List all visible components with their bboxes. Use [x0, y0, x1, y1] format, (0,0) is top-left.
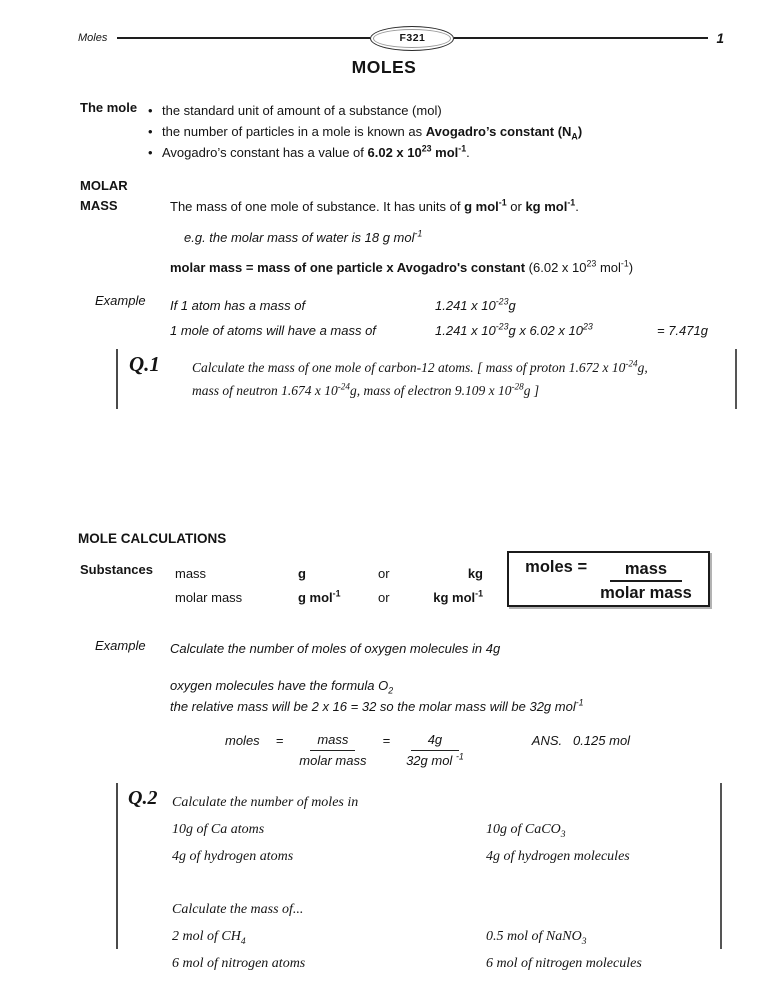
eq-fraction2-numerator: 4g	[411, 730, 459, 751]
molar-mass-formula: molar mass = mass of one particle x Avogadro's constant (6.02 x $10^{23}$ mol$^{-1}$)	[170, 258, 634, 275]
q2-label: Q.2	[128, 787, 158, 809]
q2-item: 4g of hydrogen molecules	[486, 849, 630, 864]
q1-text	[192, 352, 648, 409]
the-mole-label: The mole	[80, 100, 138, 115]
page-number: 1	[716, 30, 725, 46]
bullet-text: Avogadro’s constant has a value of 6.02 x $10^{23}$ mol$^{-1}$.	[162, 143, 470, 160]
substances-cell: mass	[175, 566, 207, 581]
bullet-marker: •	[148, 103, 153, 118]
bullet-text: the number of particles in a mole is known as Avogadro’s constant $(N_A)$	[162, 124, 583, 142]
molar-mass-definition: The mass of one mole of substance. It has units of g mol$^{-1}$ or kg mol$^{-1}$.	[170, 197, 579, 214]
eq-fraction1-denominator: molar mass	[299, 753, 367, 768]
bullet-item	[148, 142, 582, 163]
example2-label: Example	[95, 638, 146, 653]
substances-cell: kg mol$^{-1}$	[433, 588, 483, 605]
q2-prompt-2: Calculate the mass of...	[172, 902, 304, 917]
example1-row1-value: 1.241 x $10^{-23}g$	[435, 296, 516, 313]
q2-text	[172, 787, 720, 971]
molar-mass-label-line1: MOLAR	[80, 178, 128, 193]
bullet-text: the standard unit of amount of a substance (mol)	[162, 103, 442, 118]
example2-question: Calculate the number of moles of oxygen molecules in 4g	[170, 641, 501, 656]
molar-mass-example: e.g. the molar mass of water is 18 g mol$^{-1}$	[184, 228, 423, 245]
section-molar-mass	[80, 176, 633, 278]
example1-label: Example	[95, 293, 146, 308]
header-rule-left	[117, 37, 370, 39]
molar-mass-content	[170, 176, 633, 278]
example1-content	[170, 293, 708, 343]
example2-working1: oxygen molecules have the formula $O_2$	[170, 678, 394, 696]
example1-row1	[170, 293, 708, 318]
substances-label: Substances	[80, 562, 153, 577]
module-code-oval	[370, 26, 454, 51]
q1-text-line1: Calculate the mass of one mole of carbon-12 atoms. [ mass of proton 1.672 x $10^{-24}g$,	[192, 358, 648, 375]
substances-cell: molar mass	[175, 590, 243, 605]
q2-row	[172, 816, 720, 843]
section-the-mole	[80, 100, 582, 163]
example1-row2-result: = 7.471g	[657, 323, 708, 338]
eq-fraction-1	[299, 730, 366, 771]
example1-row2-value: 1.241 x $10^{-23}g$ x 6.02 x $10^{23}$	[435, 321, 593, 338]
substances-cell: or	[378, 590, 390, 605]
eq-moles: moles	[225, 733, 260, 748]
module-code: F321	[399, 32, 426, 44]
eq-fraction-2	[406, 730, 464, 771]
substances-cell: g	[298, 566, 306, 581]
formula-denominator: molar mass	[600, 584, 692, 602]
q2-item: 6 mol of nitrogen molecules	[486, 956, 642, 971]
substances-cell: g mol$^{-1}$	[298, 588, 341, 605]
example1-row2-text: 1 mole of atoms will have a mass of	[170, 323, 376, 338]
bullet-marker: •	[148, 145, 153, 160]
molar-mass-label-line2: MASS	[80, 198, 118, 213]
bullet-item	[148, 121, 582, 142]
q1-label: Q.1	[129, 352, 160, 376]
mole-calculations-heading: MOLE CALCULATIONS	[78, 531, 227, 546]
formula-fraction	[600, 558, 692, 604]
q2-item: 0.5 mol of NaNO$_3$	[486, 929, 587, 947]
substances-cell: or	[378, 566, 390, 581]
moles-formula-box	[507, 551, 710, 607]
q2-item: 4g of hydrogen atoms	[172, 849, 294, 864]
example2-content	[170, 638, 630, 771]
question-box-q2	[116, 783, 722, 971]
eq-fraction2-denominator: 32g mol $^{-1}$	[406, 751, 464, 768]
molar-mass-label	[80, 176, 170, 278]
section-example-1	[80, 293, 708, 343]
example2-working2: the relative mass will be 2 x 16 = 32 so the molar mass will be 32g mol$^{-1}$	[170, 697, 584, 714]
example1-row1-text: If 1 atom has a mass of	[170, 298, 306, 313]
page-title: MOLES	[351, 57, 417, 77]
example2-equation	[170, 730, 630, 771]
header-rule-right	[454, 37, 707, 39]
q2-item: 10g of CaCO$_3$	[486, 822, 566, 840]
q2-item: 6 mol of nitrogen atoms	[172, 956, 306, 971]
formula-lhs: moles =	[525, 558, 588, 576]
doc-label: Moles	[78, 32, 108, 44]
formula-numerator: mass	[610, 558, 682, 582]
q2-item: 10g of Ca atoms	[172, 822, 265, 837]
example1-row2	[170, 318, 708, 343]
q1-text-line2: mass of neutron 1.674 x $10^{-24}g$, mass of electron 9.109 x $10^{-28}g$ ]	[192, 381, 540, 398]
page-header	[78, 26, 724, 50]
substances-table	[175, 562, 483, 610]
q2-row	[172, 950, 720, 977]
the-mole-bullets	[148, 100, 582, 163]
q2-row	[172, 923, 720, 950]
q2-row	[172, 843, 720, 870]
bullet-marker: •	[148, 124, 153, 139]
substances-cell: kg	[467, 566, 483, 581]
section-example-2	[80, 638, 630, 771]
eq-answer: ANS. 0.125 mol	[531, 733, 631, 748]
eq-fraction1-numerator: mass	[310, 730, 355, 751]
question-box-q1	[116, 349, 737, 409]
eq-equals-1: =	[275, 733, 284, 748]
section-substances	[80, 562, 483, 610]
q2-item: 2 mol of $CH_4$	[172, 929, 246, 947]
bullet-item	[148, 100, 582, 121]
q2-prompt-1: Calculate the number of moles in	[172, 795, 359, 810]
eq-equals-2: =	[382, 733, 391, 748]
